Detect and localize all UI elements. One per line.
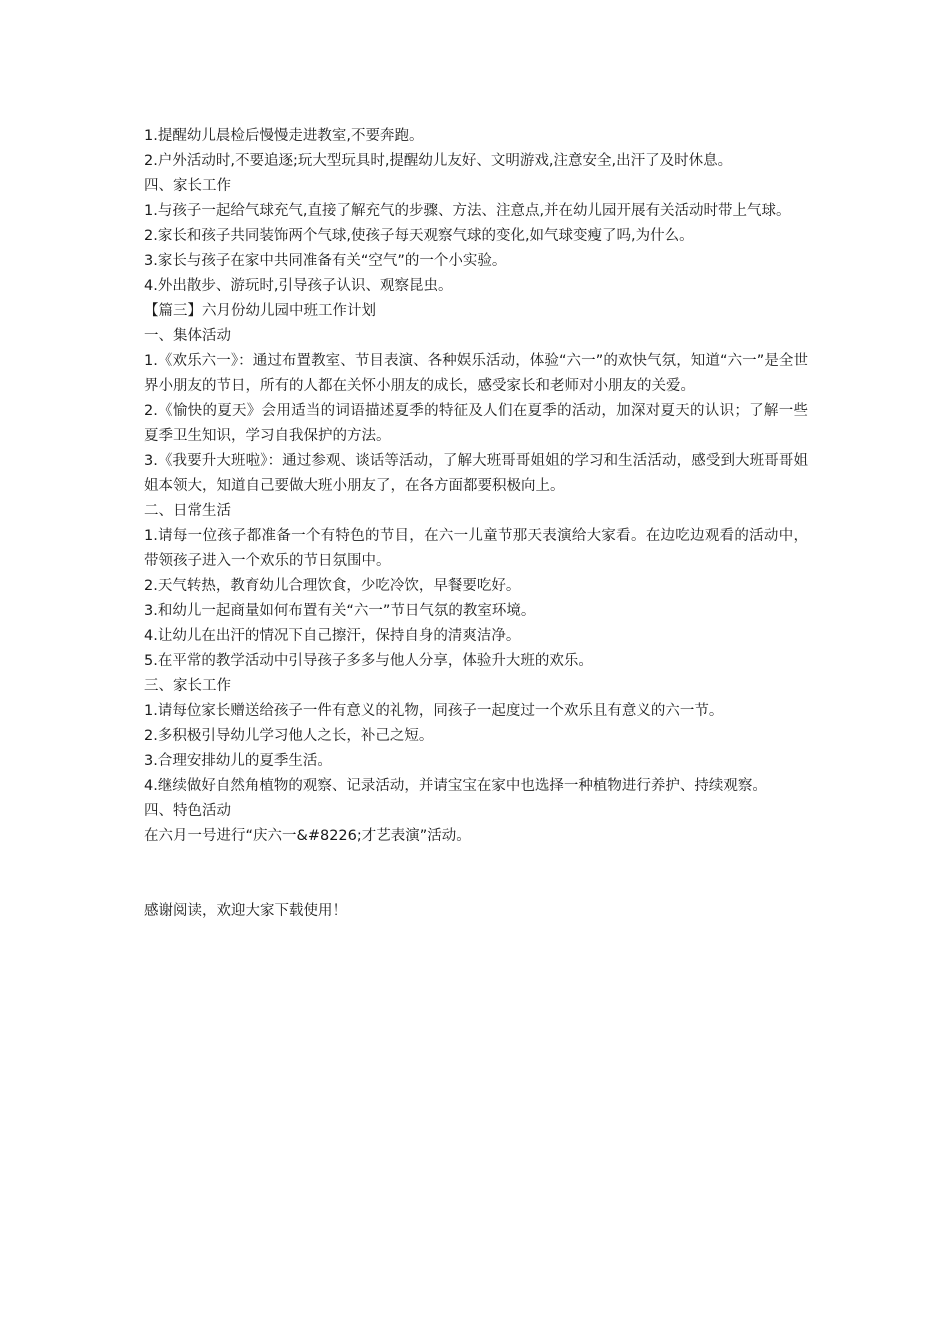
document-body [144,124,808,924]
list-item: 2.户外活动时,不要追逐;玩大型玩具时,提醒幼儿友好、文明游戏,注意安全,出汗了及时休息。 [144,153,733,169]
list-item: 1.提醒幼儿晨检后慢慢走进教室,不要奔跑。 [144,128,424,144]
section-heading: 四、特色活动 [144,803,231,819]
section-heading: 四、家长工作 [144,178,231,194]
list-item: 3.《我要升大班啦》：通过参观、谈话等活动，了解大班哥哥姐姐的学习和生活活动，感受到大班哥哥姐姐本领大，知道自己要做大班小朋友了，在各方面都要积极向上。 [144,453,808,494]
closing-note: 感谢阅读，欢迎大家下载使用！ [144,903,347,919]
list-item: 3.和幼儿一起商量如何布置有关“六一”节日气氛的教室环境。 [144,603,536,619]
article-title: 【篇三】六月份幼儿园中班工作计划 [144,303,376,319]
list-item: 1.与孩子一起给气球充气,直接了解充气的步骤、方法、注意点,并在幼儿园开展有关活动时带上气球。 [144,203,791,219]
list-item: 4.让幼儿在出汗的情况下自己擦汗，保持自身的清爽洁净。 [144,628,521,644]
list-item: 3.合理安排幼儿的夏季生活。 [144,753,332,769]
list-item: 2.天气转热，教育幼儿合理饮食，少吃冷饮，早餐要吃好。 [144,578,521,594]
list-item: 4.外出散步、游玩时,引导孩子认识、观察昆虫。 [144,278,453,294]
section-heading: 三、家长工作 [144,678,231,694]
list-item: 2.多积极引导幼儿学习他人之长，补己之短。 [144,728,434,744]
list-item: 1.请每位家长赠送给孩子一件有意义的礼物，同孩子一起度过一个欢乐且有意义的六一节。 [144,703,724,719]
list-item: 2.家长和孩子共同装饰两个气球,使孩子每天观察气球的变化,如气球变瘦了吗,为什么。 [144,228,694,244]
list-item: 3.家长与孩子在家中共同准备有关“空气”的一个小实验。 [144,253,507,269]
list-item: 1.《欢乐六一》：通过布置教室、节目表演、各种娱乐活动，体验“六一”的欢快气氛，知道“六一”是全世界小朋友的节日，所有的人都在关怀小朋友的成长，感受家长和老师对小朋友的关爱。 [144,353,808,394]
section-heading: 二、日常生活 [144,503,231,519]
list-item: 1.请每一位孩子都准备一个有特色的节目，在六一儿童节那天表演给大家看。在边吃边观看的活动中，带领孩子进入一个欢乐的节日氛围中。 [144,528,808,569]
spacer [144,849,808,899]
list-item: 在六月一号进行“庆六一&#8226;才艺表演”活动。 [144,828,471,844]
list-item: 5.在平常的教学活动中引导孩子多多与他人分享，体验升大班的欢乐。 [144,653,593,669]
section-heading: 一、集体活动 [144,328,231,344]
list-item: 2.《愉快的夏天》会用适当的词语描述夏季的特征及人们在夏季的活动，加深对夏天的认识；了解一些夏季卫生知识，学习自我保护的方法。 [144,403,808,444]
list-item: 4.继续做好自然角植物的观察、记录活动，并请宝宝在家中也选择一种植物进行养护、持续观察。 [144,778,767,794]
